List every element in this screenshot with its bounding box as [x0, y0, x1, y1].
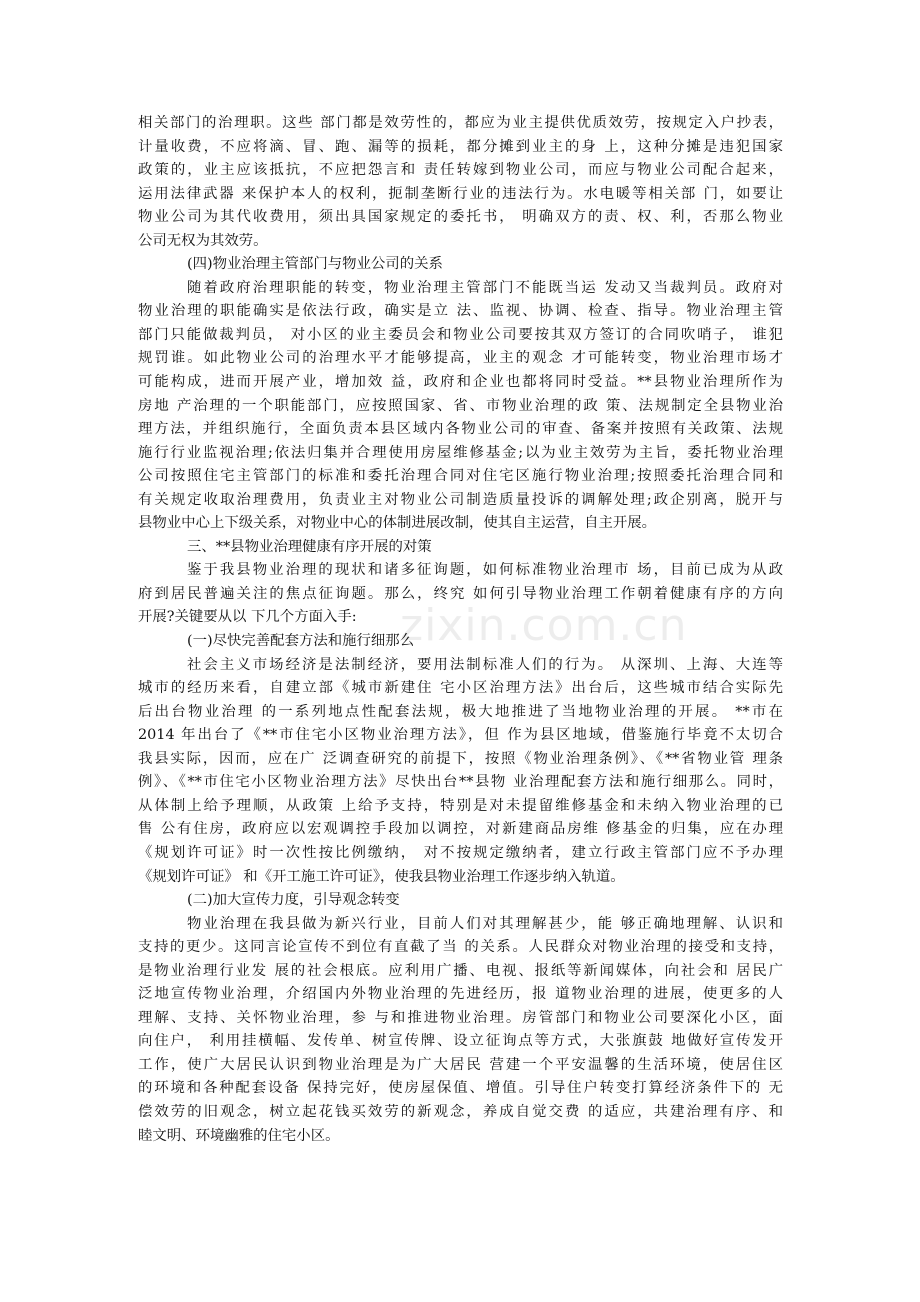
paragraph-line: 《规划许可证》 和《开工施工许可证》，使我县物业治理工作逐步纳入轨道。: [138, 868, 625, 885]
paragraph-line: 睦文明、环境幽雅的住宅小区。: [138, 1127, 340, 1144]
paragraph-line: 相关部门的治理职。这些 部门都是效劳性的，都应为业主提供优质效劳，按规定入户抄表，: [138, 115, 783, 131]
paragraph-line: 是物业治理行业发 展的社会根底。应利用广播、电视、报纸等新闻媒体，向社会和 居民广: [138, 962, 783, 979]
paragraph-line: 规罚谁。如此物业公司的治理水平才能够提高，业主的观念 才可能转变，物业治理市场才: [138, 350, 783, 367]
paragraph-line: 随着政府治理职能的转变，物业治理主管部门不能既当运 发动又当裁判员。政府对: [187, 279, 783, 296]
paragraph-line: 物业治理的职能确实是依法行政，确实是立 法、监视、协调、检查、指导。物业治理主管: [138, 303, 783, 320]
paragraph-line: 可能构成，进而开展产业，增加效 益，政府和企业也都将同时受益。**县物业治理所作为: [138, 374, 783, 391]
paragraph-line: 泛地宣传物业治理，介绍国内外物业治理的先进经历，报 道物业治理的进展，使更多的人: [138, 986, 783, 1003]
paragraph-line: 公司无权为其效劳。: [138, 232, 268, 249]
paragraph-line: 运用法律武器 来保护本人的权利，扼制垄断行业的违法行为。水电暖等相关部 门，如要让: [138, 185, 783, 202]
paragraph-line: 物业治理在我县做为新兴行业，目前人们对其理解甚少，能 够正确地理解、认识和: [187, 915, 783, 932]
paragraph-line: 例》、《**市住宅小区物业治理方法》尽快出台**县物 业治理配套方法和施行细那么。同时，: [138, 774, 783, 791]
paragraph-line: 向住户， 利用挂横幅、发传单、树宣传牌、设立征询点等方式，大张旗鼓 地做好宣传发开: [138, 1033, 783, 1050]
paragraph-line: 理解、支持、关怀物业治理，参 与和推进物业治理。房管部门和物业公司要深化小区，面: [138, 1009, 783, 1026]
paragraph-line: 社会主义市场经济是法制经济，要用法制标准人们的行为。 从深圳、上海、大连等: [187, 656, 783, 673]
paragraph-line: 施行行业监视治理;依法归集并合理使用房屋维修基金;以为业主效劳为主旨，委托物业治理: [138, 444, 783, 461]
watermark: zixin.com.cn: [400, 600, 688, 651]
paragraph-line: 县物业中心上下级关系，对物业中心的体制进展改制，使其自主运营，自主开展。: [138, 515, 657, 532]
paragraph-line: 理方法，并组织施行，全面负责本县区域内各物业公司的审查、备案并按照有关政策、法规: [138, 421, 783, 438]
paragraph-line: 支持的更少。这同言论宣传不到位有直截了当 的关系。人民群众对物业治理的接受和支持，: [138, 939, 783, 956]
paragraph-line: 计量收费，不应将滴、冒、跑、漏等的损耗，都分摊到业主的身 上，这种分摊是违犯国家: [138, 138, 783, 155]
paragraph-line: 鉴于我县物业治理的现状和诸多征询题，如何标准物业治理市 场，目前已成为从政: [187, 562, 783, 579]
paragraph-line: 公司按照住宅主管部门的标准和委托治理合同对住宅区施行物业治理;按照委托治理合同和: [138, 468, 783, 485]
paragraph-line: 物业公司为其代收费用，须出具国家规定的委托书， 明确双方的责、权、利，否那么物业: [138, 209, 783, 226]
paragraph-line: 售 公有住房，政府应以宏观调控手段加以调控，对新建商品房维 修基金的归集，应在办理: [138, 821, 783, 838]
paragraph-line: 的环境和各种配套设备 保持完好，使房屋保值、增值。引导住户转变打算经济条件下的 无: [138, 1080, 783, 1097]
section-heading: (一)尽快完善配套方法和施行细那么: [187, 633, 415, 650]
paragraph-line: 有关规定收取治理费用，负责业主对物业公司制造质量投诉的调解处理;政企别离，脱开与: [138, 491, 783, 508]
paragraph-line: 从体制上给予理顺，从政策 上给予支持，特别是对未提留维修基金和未纳入物业治理的已: [138, 797, 783, 814]
paragraph-line: 府到居民普遍关注的焦点征询题。那么，终究 如何引导物业治理工作朝着健康有序的方向: [138, 585, 783, 602]
paragraph-line: 后出台物业治理 的一系列地点性配套法规，极大地推进了当地物业治理的开展。 **市在: [138, 703, 783, 720]
section-heading: 三、**县物业治理健康有序开展的对策: [187, 538, 432, 555]
section-heading: (二)加大宣传力度，引导观念转变: [187, 892, 400, 909]
paragraph-line: 城市的经历来看，自建立部《城市新建住 宅小区治理方法》出台后，这些城市结合实际先: [138, 680, 783, 697]
paragraph-line: 政策的，业主应该抵抗，不应把怨言和 责任转嫁到物业公司，而应与物业公司配合起来，: [138, 162, 783, 179]
paragraph-line: 2014 年出台了《**市住宅小区物业治理方法》，但 作为县区地域，借鉴施行毕竟不太切合: [138, 727, 783, 744]
paragraph-line: 开展?关键要从以 下几个方面入手:: [138, 609, 357, 626]
paragraph-line: 工作，使广大居民认识到物业治理是为广大居民 营建一个平安温馨的生活环境，使居住区: [138, 1056, 783, 1073]
paragraph-line: 我县实际，因而，应在广 泛调查研究的前提下，按照《物业治理条例》、《**省物业管 理条: [138, 750, 783, 767]
paragraph-line: 部门只能做裁判员， 对小区的业主委员会和物业公司要按其双方签订的合同吹哨子， 谁犯: [138, 326, 783, 343]
paragraph-line: 《规划许可证》时一次性按比例缴纳， 对不按规定缴纳者，建立行政主管部门应不予办理: [138, 844, 783, 861]
section-heading: (四)物业治理主管部门与物业公司的关系: [187, 256, 443, 273]
paragraph-line: 房地 产治理的一个职能部门，应按照国家、省、市物业治理的政 策、法规制定全县物业治: [138, 397, 783, 414]
paragraph-line: 偿效劳的旧观念，树立起花钱买效劳的新观念，养成自觉交费 的适应，共建治理有序、和: [138, 1103, 783, 1120]
document-body: [138, 112, 783, 1148]
